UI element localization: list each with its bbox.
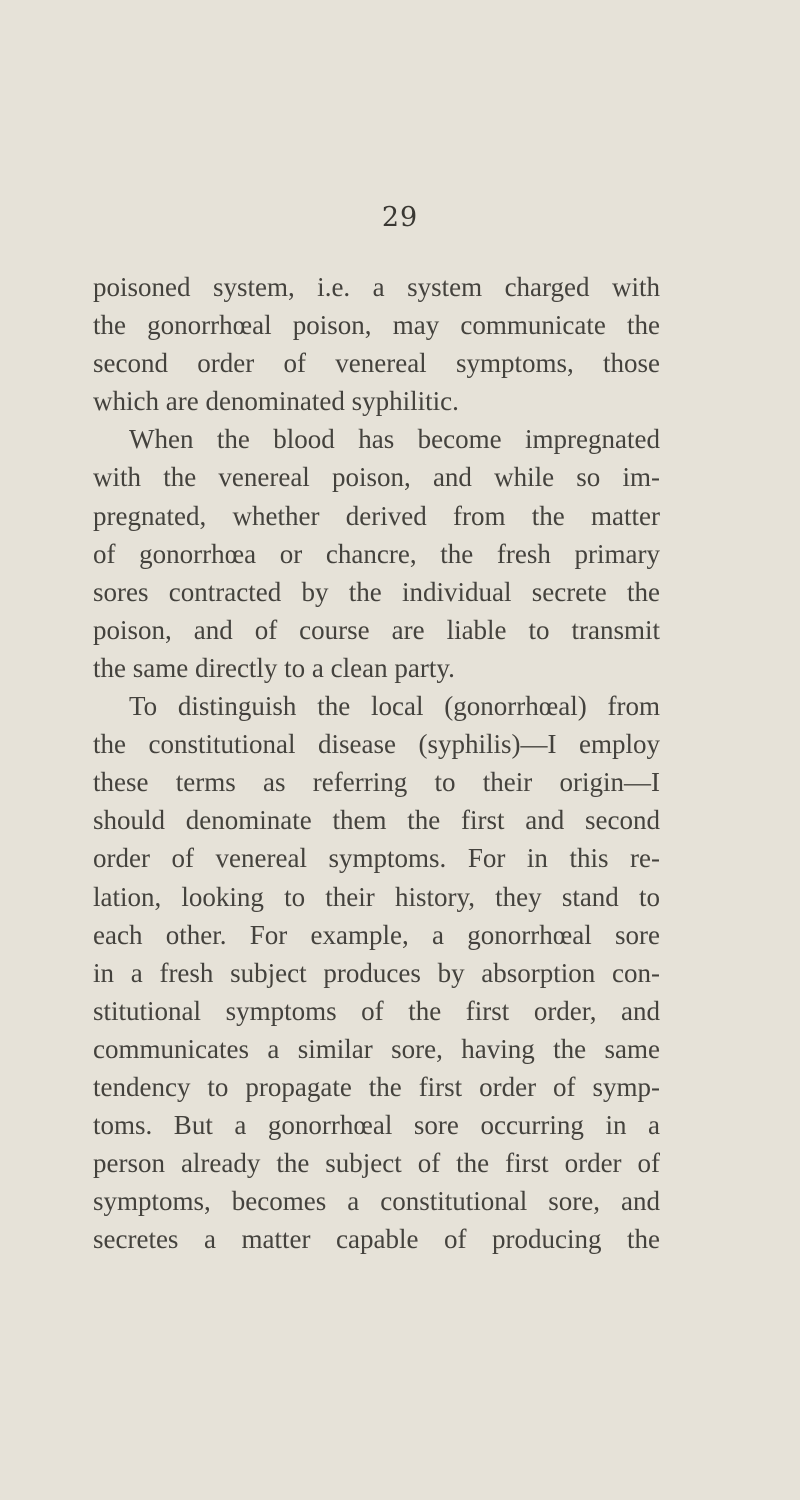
text-line: these terms as referring to their origin—I <box>93 767 660 798</box>
text-line: tendency to propagate the first order of symp- <box>93 1071 660 1102</box>
text-line: To distinguish the local (gonorrhœal) from <box>129 691 660 722</box>
text-line: stitutional symptoms of the first order, and <box>93 995 660 1026</box>
text-line: lation, looking to their history, they stand to <box>93 881 660 912</box>
text-line: pregnated, whether derived from the matter <box>93 500 660 531</box>
page-number: 29 <box>381 202 419 233</box>
text-line: symptoms, becomes a constitutional sore, and <box>93 1186 660 1217</box>
text-line: poisoned system, i.e. a system charged with <box>93 272 660 302</box>
text-line: the constitutional disease (syphilis)—I employ <box>93 729 660 760</box>
text-line: in a fresh subject produces by absorption con- <box>93 957 660 988</box>
text-line: When the blood has become impregnated <box>129 424 660 455</box>
text-line: secretes a matter capable of producing the <box>93 1224 660 1255</box>
text-line: the gonorrhœal poison, may communicate the <box>93 310 660 341</box>
text-line: person already the subject of the first order of <box>93 1148 660 1179</box>
text-line: should denominate them the first and second <box>93 805 660 836</box>
text-line: which are denominated syphilitic. <box>93 386 459 417</box>
text-line: communicates a similar sore, having the same <box>93 1033 660 1064</box>
text-line: of gonorrhœa or chancre, the fresh primary <box>93 538 660 569</box>
text-line: each other. For example, a gonorrhœal sore <box>93 919 660 950</box>
text-line: second order of venereal symptoms, those <box>93 348 660 379</box>
text-line: order of venereal symptoms. For in this re- <box>93 843 660 874</box>
text-line: poison, and of course are liable to transmit <box>93 614 660 645</box>
text-line: with the venereal poison, and while so im- <box>93 462 660 493</box>
text-line: sores contracted by the individual secrete the <box>93 576 660 607</box>
text-line: toms. But a gonorrhœal sore occurring in a <box>93 1110 660 1141</box>
body-text <box>93 268 660 1258</box>
text-line: the same directly to a clean party. <box>93 652 455 683</box>
